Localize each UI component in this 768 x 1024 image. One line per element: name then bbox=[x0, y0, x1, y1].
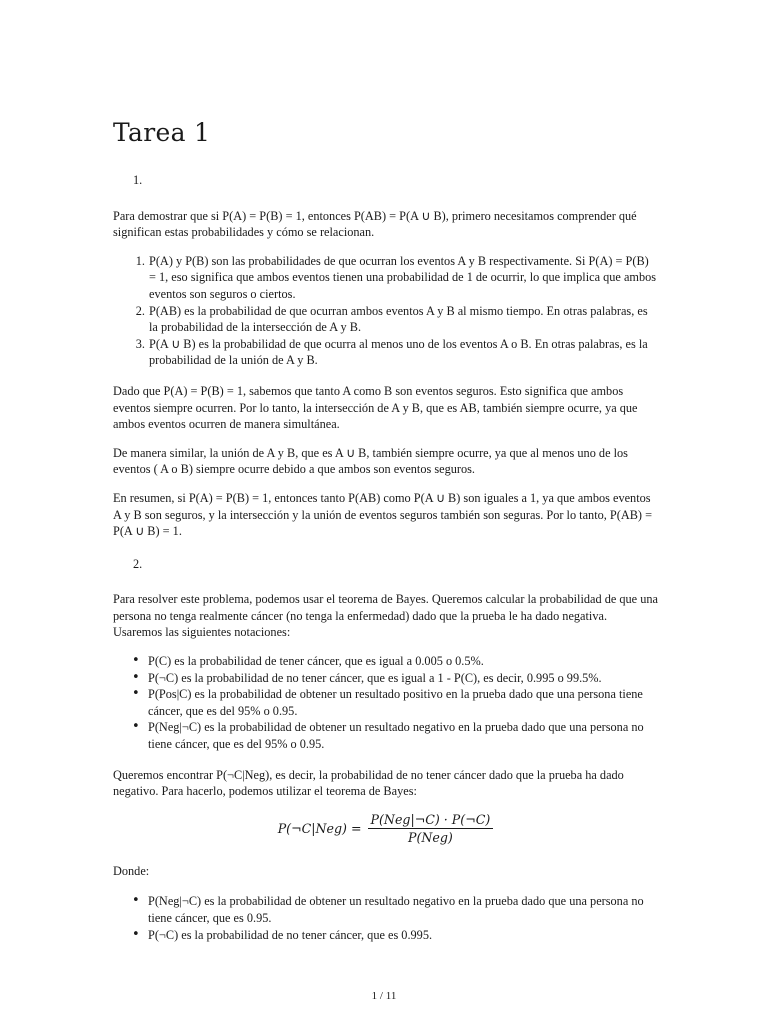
page-title: Tarea 1 bbox=[113, 118, 211, 147]
formula-numerator: P(Neg|¬C) · P(¬C) bbox=[368, 812, 494, 829]
bayes-formula bbox=[113, 812, 658, 845]
q1-list-item-3: 3. P(A ∪ B) es la probabilidad de que ocurra al menos uno de los eventos A o B. En otras palabras, es la probabilidad de la unión de A y B. bbox=[148, 336, 658, 369]
q1-intro: Para demostrar que si P(A) = P(B) = 1, entonces P(AB) = P(A ∪ B), primero necesitamos comprender qué significan estas probabilidades y cómo se relacionan. bbox=[113, 208, 637, 240]
q2-paragraph-2: Queremos encontrar P(¬C|Neg), es decir, la probabilidad de no tener cáncer dado que la prueba ha dado negativo. Para hacerlo, podemos utilizar el teorema de Bayes: bbox=[113, 767, 624, 799]
q2-list-item-3: • P(Pos|C) es la probabilidad de obtener un resultado positivo en la prueba dado que una persona tiene cáncer, que es del 95% o 0.95. bbox=[148, 686, 658, 719]
question-2-number: 2. bbox=[133, 556, 143, 571]
q1-list-item-1: 1. P(A) y P(B) son las probabilidades de que ocurran los eventos A y B respectivamente. Si P(A) = P(B) = 1, eso significa que ambos eventos tienen una probabilidad de 1 de ocurrir, lo que implica que ambos eventos son seguros o ciertos. bbox=[148, 253, 658, 303]
question-1-number: 1. bbox=[133, 173, 143, 187]
q1-ordered-list bbox=[113, 253, 658, 369]
document-content bbox=[113, 118, 658, 957]
donde-label: Donde: bbox=[113, 863, 150, 878]
formula-fraction bbox=[368, 812, 494, 845]
q1-paragraph-3: De manera similar, la unión de A y B, que es A ∪ B, también siempre ocurre, ya que al menos uno de los eventos ( A o B) siempre ocurre debido a que ambos son eventos seguros. bbox=[113, 445, 628, 477]
page-number: 1 / 11 bbox=[371, 990, 397, 1002]
q2-list-item-1: • P(C) es la probabilidad de tener cáncer, que es igual a 0.005 o 0.5%. bbox=[148, 653, 658, 670]
donde-list-item-1: • P(Neg|¬C) es la probabilidad de obtener un resultado negativo en la prueba dado que una persona no tiene cáncer, que es 0.95. bbox=[148, 893, 658, 926]
q2-intro: Para resolver este problema, podemos usar el teorema de Bayes. Queremos calcular la probabilidad de que una persona no tenga realmente cáncer (no tenga la enfermedad) dado que la prueba le ha dado negativa. Usaremos las siguientes notaciones: bbox=[113, 592, 658, 640]
donde-list-item-2: • P(¬C) es la probabilidad de no tener cáncer, que es 0.995. bbox=[148, 927, 658, 944]
q2-bullet-list bbox=[113, 653, 658, 753]
q1-paragraph-2: Dado que P(A) = P(B) = 1, sabemos que tanto A como B son eventos seguros. Esto significa que ambos eventos siempre ocurren. Por lo tanto, la intersección de A y B, que es AB, también siempre ocurre, ya que ambos eventos ocurren de manera simultánea. bbox=[113, 383, 638, 432]
q1-paragraph-4: En resumen, si P(A) = P(B) = 1, entonces tanto P(AB) como P(A ∪ B) son iguales a 1, ya que ambos eventos A y B son seguros, y la intersección y la unión de eventos seguros también son seguras. Por lo tanto, P(AB) = P(A ∪ B) = 1. bbox=[113, 490, 653, 539]
donde-bullet-list bbox=[113, 893, 658, 943]
formula-lhs: P(¬C|Neg) = bbox=[277, 820, 362, 836]
formula-denominator: P(Neg) bbox=[407, 829, 453, 845]
q1-list-item-2: 2. P(AB) es la probabilidad de que ocurran ambos eventos A y B al mismo tiempo. En otras palabras, es la probabilidad de la intersección de A y B. bbox=[148, 303, 658, 336]
q2-list-item-4: • P(Neg|¬C) es la probabilidad de obtener un resultado negativo en la prueba dado que una persona no tiene cáncer, que es del 95% o 0.95. bbox=[148, 719, 658, 752]
q2-list-item-2: • P(¬C) es la probabilidad de no tener cáncer, que es igual a 1 - P(C), es decir, 0.995 o 99.5%. bbox=[148, 670, 658, 687]
